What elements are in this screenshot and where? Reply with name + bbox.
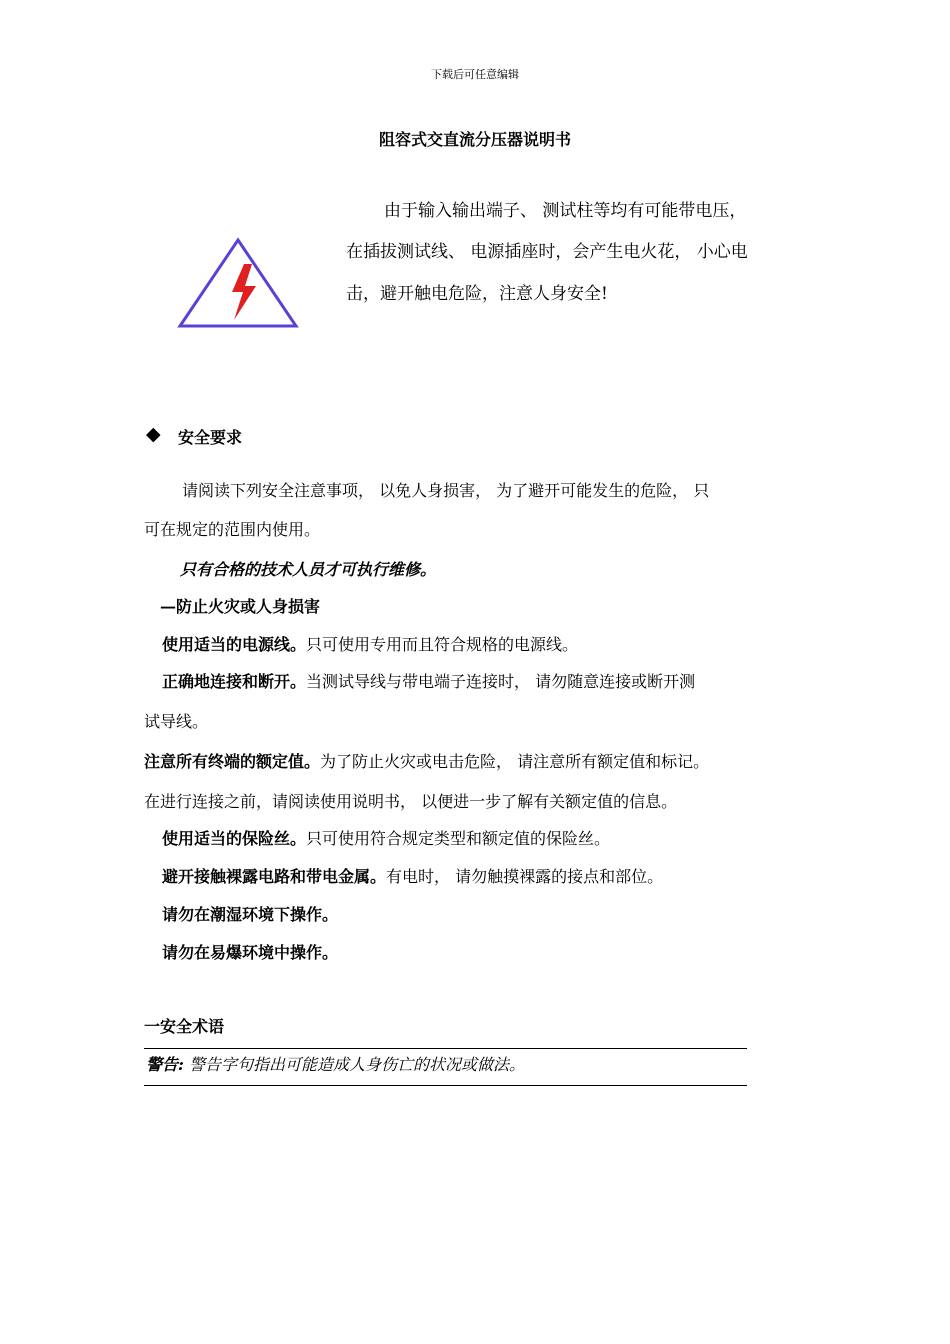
safety-item [162,632,578,655]
safety-heading: 安全要求 [178,428,243,447]
safety-item [144,749,709,772]
safety-item-title: 正确地连接和断开。 [162,672,307,691]
safety-terms-heading: 一安全术语 [144,1017,225,1036]
warning-text-line-3: 击，避开触电危险，注意人身安全! [346,284,608,304]
high-voltage-warning-icon [176,234,302,330]
safety-item-text: 为了防止火灾或电击危险， 请注意所有额定值和标记。 [320,752,710,771]
warning-term [146,1052,525,1075]
terms-top-rule [144,1048,747,1049]
safety-intro-line-1: 请阅读下列安全注意事项， 以免人身损害， 为了避开可能发生的危险， 只 [182,481,710,500]
safety-item [162,826,610,849]
diamond-bullet-icon: ◆ [146,423,161,445]
qualified-personnel-note: 只有合格的技术人员才可执行维修。 [180,560,437,579]
document-title: 阻容式交直流分压器说明书 [378,130,571,149]
safety-item-title: 注意所有终端的额定值。 [144,752,321,771]
safety-item-title: 避开接触裸露电路和带电金属。 [162,867,387,886]
warning-term-text: 警告字句指出可能造成人身伤亡的状况或做法。 [189,1055,526,1074]
safety-item-title: 使用适当的电源线。 [162,635,307,654]
safety-item-text: 只可使用专用而且符合规格的电源线。 [306,635,579,654]
page-header: 下载后可任意编辑 [431,68,519,81]
warning-term-label: 警告: [146,1055,184,1074]
safety-item-text: 只可使用符合规定类型和额定值的保险丝。 [306,829,611,848]
fire-injury-subheading: —防止火灾或人身损害 [160,597,321,616]
safety-intro-line-2: 可在规定的范围内使用。 [144,520,321,539]
safety-item-title: 请勿在易爆环境中操作。 [162,943,339,962]
safety-item-continuation: 试导线。 [144,712,209,731]
warning-text-line-1: 由于输入输出端子、 测试柱等均有可能带电压， [384,201,747,221]
safety-item-continuation: 在进行连接之前，请阅读使用说明书， 以便进一步了解有关额定值的信息。 [144,792,678,811]
safety-item [162,669,695,692]
safety-item [162,864,663,887]
safety-item-text: 有电时， 请勿触摸裸露的接点和部位。 [386,867,664,886]
warning-text-line-2: 在插拔测试线、 电源插座时，会产生电火花， 小心电 [346,242,748,262]
terms-bottom-rule [144,1085,747,1086]
safety-item-title: 使用适当的保险丝。 [162,829,307,848]
safety-item-text: 当测试导线与带电端子连接时， 请勿随意连接或断开测 [306,672,696,691]
safety-item-title: 请勿在潮湿环境下操作。 [162,905,339,924]
